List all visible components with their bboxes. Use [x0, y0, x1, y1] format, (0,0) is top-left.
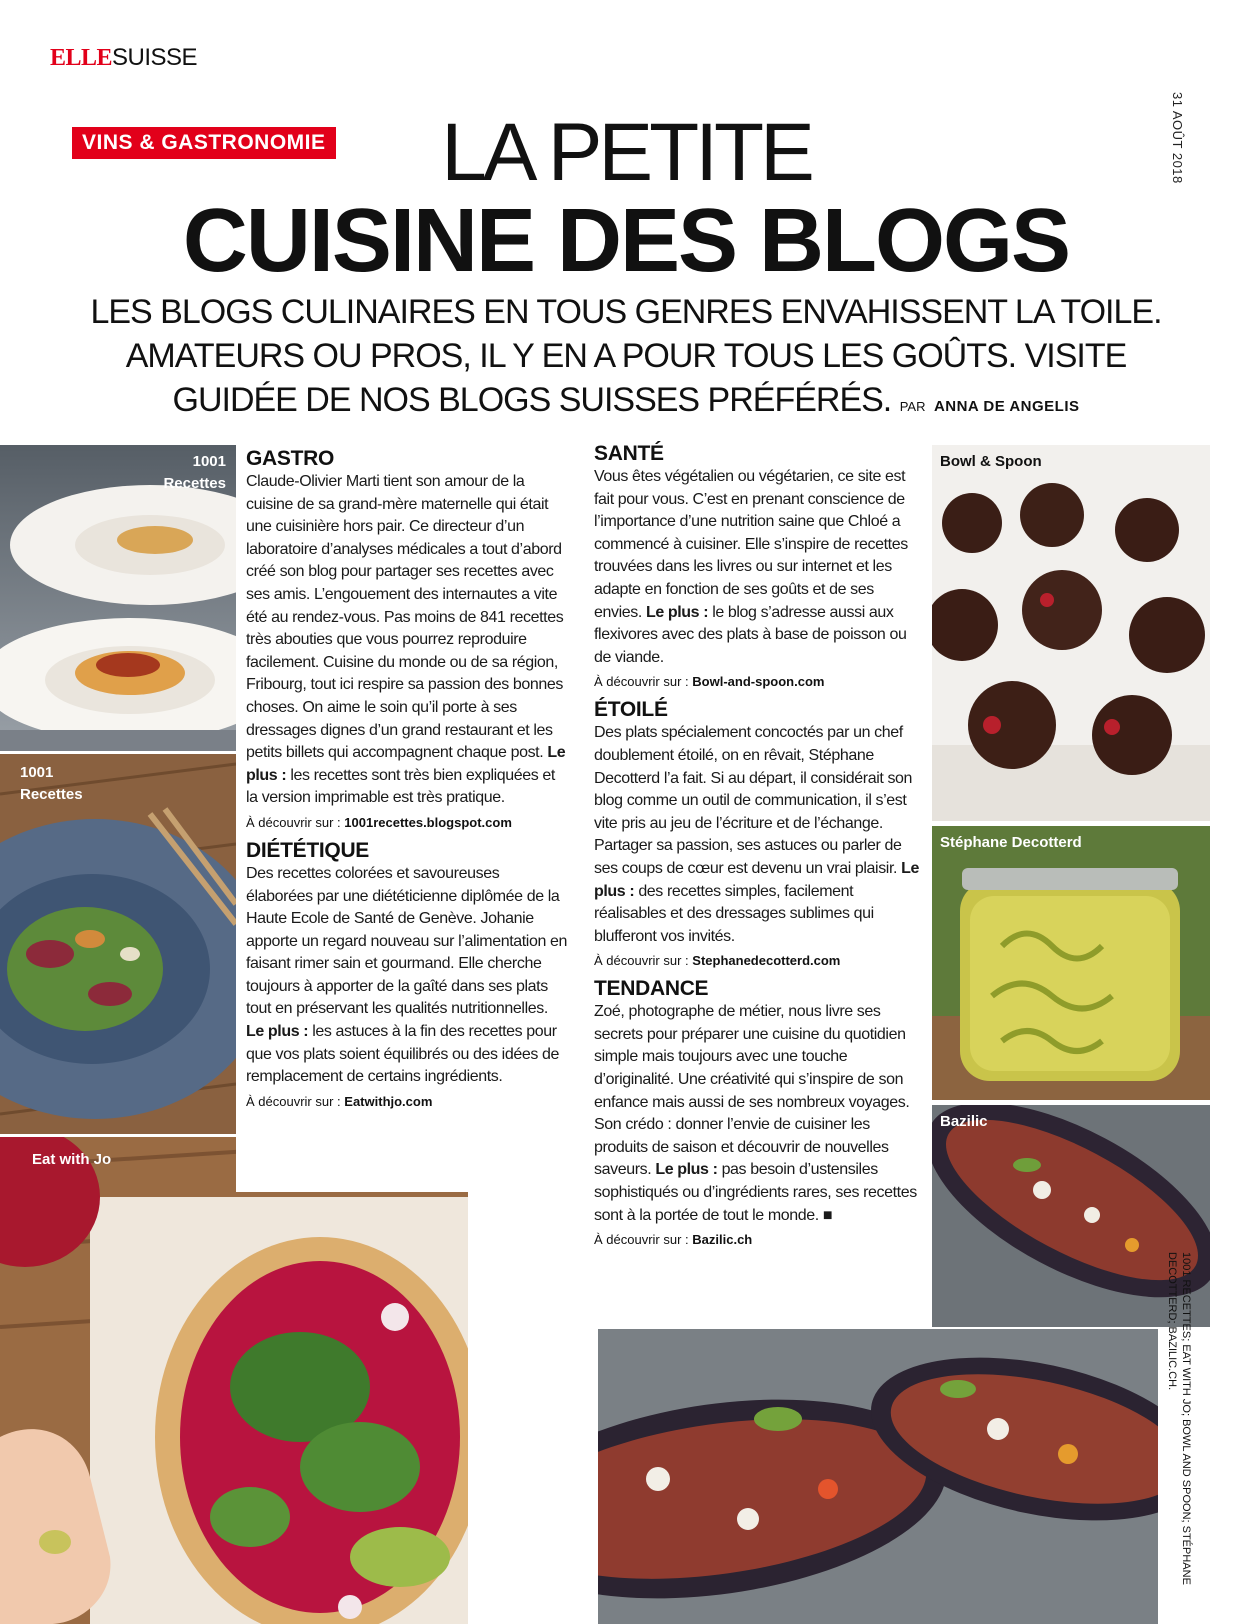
photo-jar [932, 826, 1210, 1100]
discover-line [594, 672, 922, 692]
pizza-illustration [0, 1137, 468, 1624]
discover-label: À découvrir sur : [246, 814, 341, 830]
discover-line [246, 1092, 568, 1112]
section-heading: SANTÉ [594, 442, 664, 465]
article-column-left [236, 445, 578, 1192]
article-column-right [584, 440, 932, 1327]
discover-line [246, 813, 568, 833]
discover-label: À découvrir sur : [246, 1093, 341, 1109]
deck [60, 290, 1192, 429]
photo-caption: Bazilic [940, 1113, 988, 1130]
section-body [594, 1001, 922, 1227]
plus-text: pas besoin d’ustensiles sophistiqués ou d’ingrédients rares, ses recettes sont à la portée de tout le monde. [594, 1161, 917, 1224]
photo-salad [0, 754, 236, 1134]
jar-illustration [932, 826, 1210, 1100]
plus-label: Le plus : [645, 603, 709, 621]
section-body [594, 722, 922, 948]
discover-link[interactable]: Bowl-and-spoon.com [692, 674, 825, 690]
title-line-1: LA PETITE [441, 107, 811, 198]
chocolates-illustration [932, 445, 1210, 821]
discover-label: À découvrir sur : [594, 1232, 689, 1248]
rubric-label: VINS & GASTRONOMIE [72, 127, 336, 159]
section-heading: ÉTOILÉ [594, 698, 668, 722]
discover-link[interactable]: Stephanedecotterd.com [692, 953, 841, 969]
plus-text: le blog s’adresse aussi aux flexivores avec des plats à base de poisson ou de viande. [594, 603, 907, 666]
plus-label: Le plus : [655, 1161, 718, 1179]
discover-line [594, 951, 922, 971]
section-heading: DIÉTÉTIQUE [246, 838, 370, 862]
photo-caption: 1001 Recettes [20, 764, 83, 803]
photo-pasta [0, 445, 236, 751]
section-body [246, 471, 568, 810]
section-text: Claude-Olivier Marti tient son amour de la cuisine de sa grand-mère maternelle qui était une cuisinière hors pair. Ce directeur d’un laboratoire d’analyses médicales a tout d’abord créé son blog pour partager ses recettes avec ses amis. L’engouement des internautes a vite été au rendez-vous. Pas moins de 841 recettes très abouties que vous pourrez reproduire facilement. Cuisine du monde ou de sa région, Fribourg, tout ici respire sa passion des bonnes choses. On aime le soin qu’il porte à ses dressages dignes d’un grand restaurant et les petits billets qui accompagnent chaque post. [246, 473, 564, 762]
section-text: Des recettes colorées et savoureuses élaborées par une diététicienne diplômée de la Haute Ecole de Santé de Genève. Johanie apporte un regard nouveau sur l’alimentation en faisant rimer sain et gourmand. Elle cherche toujours à apporter de la gaîté dans ses plats tout en préservant les qualités nutritionnelles. [246, 864, 567, 1018]
discover-link[interactable]: Eatwithjo.com [344, 1093, 433, 1109]
plus-text: les astuces à la fin des recettes pour que vos plats soient équilibrés ou des idées de remplacement de certains ingrédients. [246, 1023, 559, 1086]
section-body [594, 466, 922, 669]
section-heading: TENDANCE [594, 977, 709, 1001]
photo-caption: 1001 Recettes [163, 453, 226, 492]
discover-label: À découvrir sur : [594, 674, 689, 690]
byline-by: PAR [899, 399, 926, 414]
discover-label: À découvrir sur : [594, 953, 689, 969]
plus-label: Le plus : [594, 859, 919, 900]
section-body [246, 863, 568, 1089]
title-line-2: CUISINE DES BLOGS [182, 191, 1070, 291]
masthead [50, 44, 197, 72]
section-text: Des plats spécialement concoctés par un chef doublement étoilé, on en rêvait, Stéphane Decotterd l’a fait. Si au départ, il considérait son blog comme un outil de communication, il s’est vite pris au jeu de l’écriture et de l’échange. Partager sa passion, ses astuces ou parler de ses coups de cœur est devenu un vrai plaisir. [594, 724, 913, 877]
plus-label: Le plus : [246, 1023, 309, 1041]
section-text: Zoé, photographe de métier, nous livre ses secrets pour préparer une cuisine du quotidien simple mais toujours avec une touche d’originalité. Une créativité qui s’inspire de son enfance mais aussi de ses nombreux voyages. Son crédo : donner l’envie de cuisiner les produits de saison et découvrir de nouvelles saveurs. [594, 1003, 910, 1179]
eggplant-bottom-illustration [598, 1329, 1158, 1624]
plus-text: les recettes sont très bien expliquées et la version imprimable est très pratique. [246, 766, 555, 807]
section-text: Vous êtes végétalien ou végétarien, ce site est fait pour vous. C’est en prenant conscience de l’importance d’une nutrition saine que Chloé a commencé à cuisiner. Elle s’inspire de recettes trouvées dans les livres ou sur internet et les adapte en fonction de ses goûts et de ses envies. [594, 468, 908, 621]
section-heading: GASTRO [246, 447, 335, 470]
discover-line [594, 1230, 922, 1250]
masthead-brand: ELLE [50, 45, 113, 71]
discover-link[interactable]: Bazilic.ch [692, 1232, 753, 1248]
photo-caption: Bowl & Spoon [940, 453, 1042, 470]
plus-text: des recettes simples, facilement réalisables et des dressages sublimes qui blufferont vos invités. [594, 882, 874, 945]
masthead-edition: SUISSE [112, 44, 198, 71]
salad-illustration [0, 754, 236, 1134]
end-mark: ■ [822, 1206, 833, 1224]
photo-chocolates [932, 445, 1210, 821]
photo-pizza [0, 1137, 468, 1624]
photo-eggplant-bottom [598, 1329, 1158, 1624]
deck-text: LES BLOGS CULINAIRES EN TOUS GENRES ENVAHISSENT LA TOILE. AMATEURS OU PROS, IL Y EN A POUR TOUS LES GOÛTS. VISITE GUIDÉE DE NOS BLOGS SUISSES PRÉFÉRÉS. [90, 293, 1162, 419]
discover-link[interactable]: 1001recettes.blogspot.com [344, 814, 512, 830]
photo-credits: 1001 RECETTES; EAT WITH JO; BOWL AND SPOON; STÉPHANE DECOTTERD; BAZILIC.CH. [1166, 1252, 1192, 1585]
plus-label: Le plus : [246, 744, 566, 784]
byline-name: ANNA DE ANGELIS [933, 398, 1080, 415]
photo-caption: Eat with Jo [32, 1151, 112, 1168]
issue-date: 31 AOÛT 2018 [1170, 92, 1185, 184]
photo-caption: Stéphane Decotterd [940, 834, 1082, 851]
